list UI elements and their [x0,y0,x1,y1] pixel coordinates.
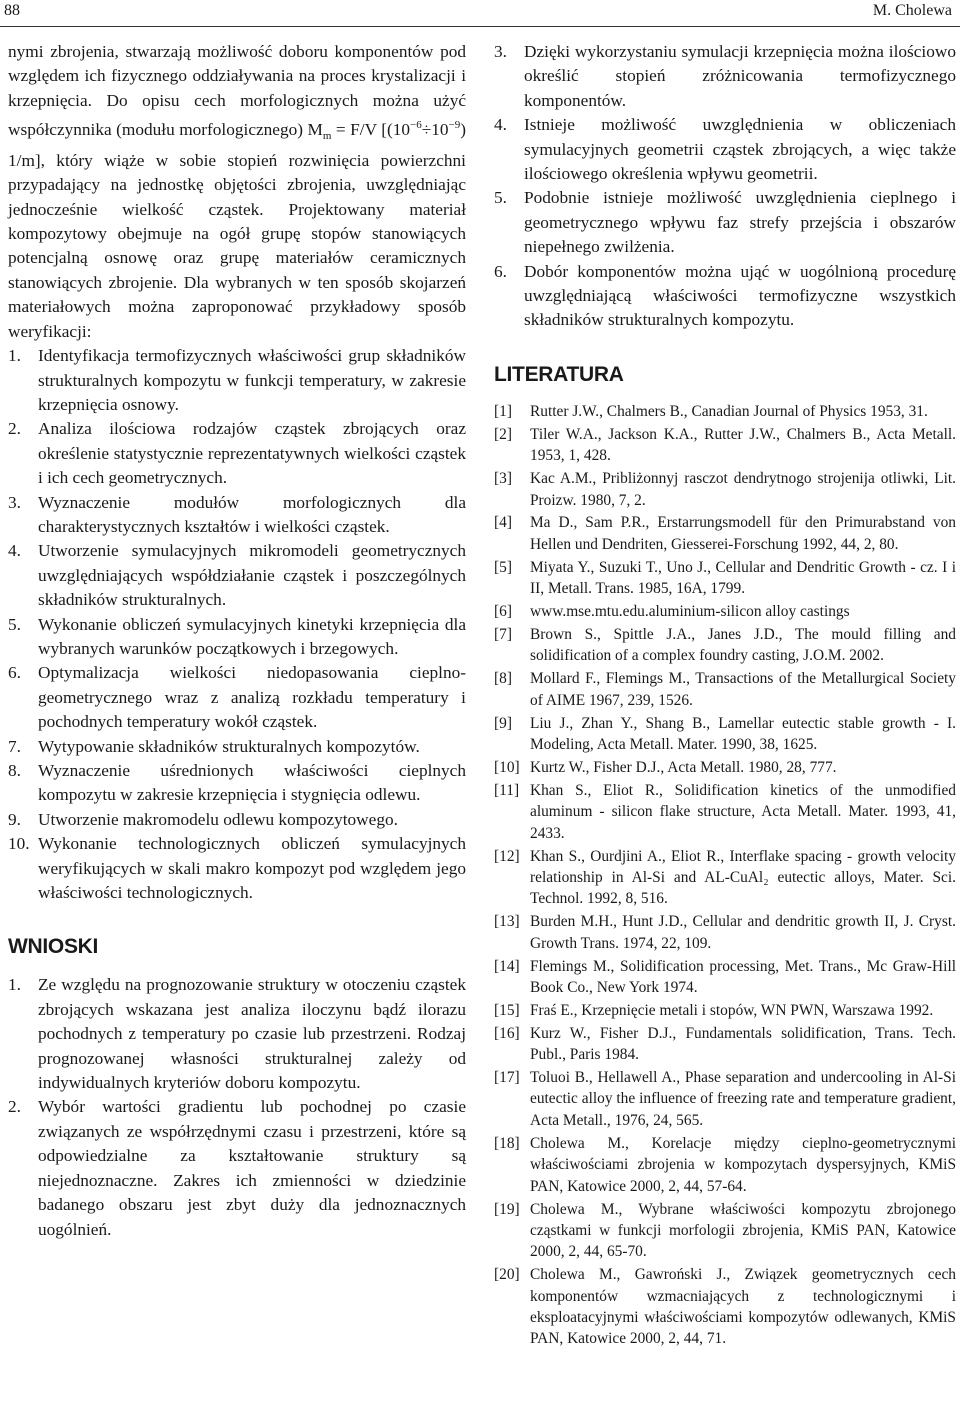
reference-item: [19] Cholewa M., Wybrane właściwości kompozytu zbrojonego cząstkami w funkcji morfologii zbrojenia, KMiS PAN, Katowice 2000, 2, 44, 65-70. [494,1200,956,1261]
verification-steps [8,344,466,905]
list-item: 1. Ze względu na prognozowanie struktury w otoczeniu cząstek zbrojących wskazana jest analiza iloczynu bądź ilorazu pochodnych z temperatury po czasie lub przestrzeni. Rodzaj prognozowanej własności strukturalnej zależy od indywidualnych kryteriów doboru kompozytu. [8,975,466,1093]
page-header [0,0,960,24]
list-item: 4. Utworzenie symulacyjnych mikromodeli geometrycznych uwzględniających współdziałanie cząstek i poszczególnych składników strukturalnych. [8,541,466,610]
header-rule [0,26,960,27]
list-item: 7. Wytypowanie składników strukturalnych kompozytów. [8,736,420,756]
list-item: 1. Identyfikacja termofizycznych właściwości grup składników strukturalnych kompozytu w funkcji temperatury, w zakresie krzepnięcia osnowy. [8,346,466,414]
reference-item: [20] Cholewa M., Gawroński J., Związek geometrycznych cech komponentów wzmacniających z technologicznymi i eksploatacyjnymi właściwościami kompozytów odlewanych, KMiS PAN, Katowice 2000, 2, 44, 71. [494,1266,956,1348]
list-item: 4. Istnieje możliwość uwzględnienia w obliczeniach symulacyjnych geometrii cząstek zbrojących, a więc także ilościowego określenia wpływu geometrii. [494,115,956,184]
reference-item: [6] www.mse.mtu.edu.aluminium-silicon alloy castings [494,603,850,621]
conclusions-list-continued [494,40,956,333]
reference-item: [9] Liu J., Zhan Y., Shang B., Lamellar eutectic stable growth - I. Modeling, Acta Metall. Mater. 1990, 38, 1625. [494,714,956,753]
reference-item: [16] Kurz W., Fisher D.J., Fundamentals solidification, Trans. Tech. Publ., Paris 1984. [494,1024,956,1064]
list-item: 2. Wybór wartości gradientu lub pochodnej po czasie związanych ze współrzędnymi czasu i przestrzeni, które są odpowiedzialne za kształtowanie struktury są niejednoznaczne. Zakres ich zmienności w dziedzinie badanego obszaru jest zbyt duży dla jednoznacznych uogólnień. [8,1097,466,1239]
reference-item: [12] Khan S., Ourdjini A., Eliot R., Interflake spacing - growth velocity relationship in Al-Si and AL-CuAl₂ eutectic alloys, Mater. Sci. Technol. 1992, 8, 516. [494,847,956,908]
reference-item: [2] Tiler W.A., Jackson K.A., Rutter J.W., Chalmers B., Acta Metall. 1953, 1, 428. [494,425,956,465]
list-item: 3. Dzięki wykorzystaniu symulacji krzepnięcia można ilościowo określić stopień zróżnicowania termofizycznego komponentów. [494,42,956,110]
list-item: 2. Analiza ilościowa rodzajów cząstek zbrojących oraz określenie statystycznie reprezentatywnych wielkości cząstek i ich cech geometrycznych. [8,419,466,488]
list-item: 5. Podobnie istnieje możliwość uwzględnienia cieplnego i geometrycznego wpływu faz strefy przejścia i obszarów niepełnego zwilżenia. [494,188,956,257]
conclusions-list [8,973,466,1241]
reference-item: [13] Burden M.H., Hunt J.D., Cellular and dendritic growth II, J. Cryst. Growth Trans. 1974, 22, 109. [494,913,956,952]
left-column [8,40,466,1242]
reference-item: [11] Khan S., Eliot R., Solidification kinetics of the unmodified aluminum - silicon flake structure, Acta Metall. Mater. 1993, 41, 2433. [494,781,956,842]
list-item: 9. Utworzenie makromodelu odlewu kompozytowego. [8,809,398,829]
conclusions-heading: WNIOSKI [8,935,99,959]
reference-item: [17] Toluoi B., Hellawell A., Phase separation and undercooling in Al-Si eutectic alloy the influence of freezing rate and temperature gradient, Acta Metall., 1976, 24, 565. [494,1069,956,1129]
list-item: 6. Dobór komponentów można ująć w uogólnioną procedurę uwzględniającą właściwości termofizyczne wszystkich składników strukturalnych kompozytu. [494,261,956,330]
list-item: 8. Wyznaczenie uśrednionych właściwości cieplnych kompozytu w zakresie krzepnięcia i stygnięcia odlewu. [8,761,466,805]
page-number: 88 [4,2,20,19]
right-column [494,40,956,1351]
reference-item: [3] Kac A.M., Pribliżonnyj rasczot dendrytnogo strojenija otliwki, Lit. Proizw. 1980, 7, 2. [494,470,956,509]
list-item: 3. Wyznaczenie modułów morfologicznych dla charakterystycznych kształtów i wielkości cząstek. [8,492,466,536]
running-author: M. Cholewa [872,2,952,19]
reference-item: [1] Rutter J.W., Chalmers B., Canadian Journal of Physics 1953, 31. [494,402,928,420]
reference-item: [8] Mollard F., Flemings M., Transactions of the Metallurgical Society of AIME 1967, 239, 1526. [494,670,956,709]
reference-list [494,401,956,1350]
literature-heading: LITERATURA [494,362,624,386]
intro-paragraph: nymi zbrojenia, stwarzają możliwość doboru komponentów pod względem ich fizycznego oddziaływania na proces krystalizacji i krzepnięcia. Do opisu cech morfologicznych można użyć współczynnika (modułu morfologicznego) $M_m = F/V$ [$(10^{-6}\div 10^{-9})$ 1/m], który wiąże w sobie stopień rozwinięcia powierzchni przypadający na jednostkę objętości zbrojenia, uwzględniając jednocześnie wielkość cząstek. Projektowany materiał kompozytowy obejmuje na ogół grupę stopów stanowiących potencjalną osnowę oraz grupę materiałów ceramicznych stanowiących zbrojenie. Dla wybranych w ten sposób skojarzeń materiałowych można zaproponować przykładowy sposób weryfikacji: [8,42,467,341]
list-item: 6. Optymalizacja wielkości niedopasowania cieplno-geometrycznego wraz z analizą rozkładu temperatury i pochodnych temperatury wokół cząstek. [8,663,466,732]
reference-item: [10] Kurtz W., Fisher D.J., Acta Metall. 1980, 28, 777. [494,758,837,776]
reference-item: [7] Brown S., Spittle J.A., Janes J.D., The mould filling and solidification of a complex foundry casting, J.O.M. 2002. [494,625,956,665]
list-item: 10. Wykonanie technologicznych obliczeń symulacyjnych weryfikujących w skali makro kompozyt pod względem jego właściwości technologicznych. [8,834,466,903]
reference-item: [18] Cholewa M., Korelacje między cieplno-geometrycznymi właściwościami zbrojenia w kompozytach dyspersyjnych, KMiS PAN, Katowice 2000, 2, 44, 57-64. [494,1134,956,1195]
reference-item: [4] Ma D., Sam P.R., Erstarrungsmodell für den Primurabstand von Hellen und Dendriten, Giesserei-Forschung 1992, 44, 2, 80. [494,514,956,553]
reference-item: [5] Miyata Y., Suzuki T., Uno J., Cellular and Dendritic Growth - cz. I i II, Metall. Trans. 1985, 16A, 1799. [494,558,956,598]
reference-item: [14] Flemings M., Solidification processing, Met. Trans., Mc Graw-Hill Book Co., New York 1974. [494,957,956,996]
reference-item: [15] Fraś E., Krzepnięcie metali i stopów, WN PWN, Warszawa 1992. [494,1001,934,1019]
list-item: 5. Wykonanie obliczeń symulacyjnych kinetyki krzepnięcia dla wybranych warunków początkowych i brzegowych. [8,614,466,658]
